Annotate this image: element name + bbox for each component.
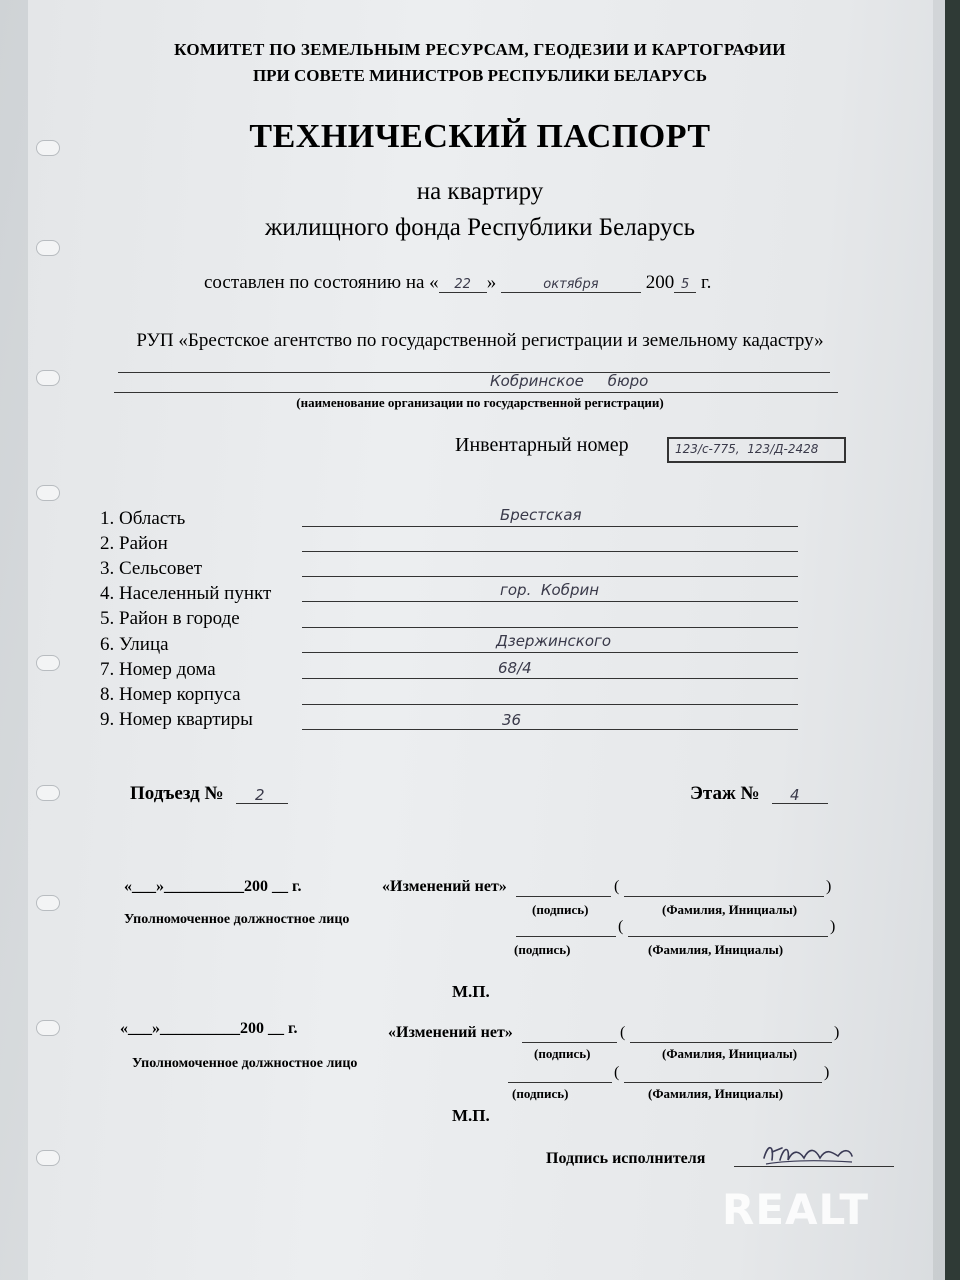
changes2-name-caption: (Фамилия, Инициалы) [662,1046,798,1061]
field-line [302,576,798,577]
changes2-official: Уполномоченное должностное лицо [132,1056,358,1071]
field-line [302,601,798,602]
document-subtitle-1: на квартиру [416,178,544,205]
changes1-date: «___»__________200 __ г. [124,878,302,895]
realt-watermark-logo: REALT [722,1185,869,1234]
date-month: октября [501,277,641,293]
close-paren: ) [826,878,832,895]
changes2-name-line [630,1042,832,1043]
committee-line-2: ПРИ СОВЕТЕ МИНИСТРОВ РЕСПУБЛИКИ БЕЛАРУСЬ [252,66,708,85]
changes2-stamp: М.П. [452,1106,490,1125]
handwritten-signature [760,1138,855,1168]
document-subtitle-2: жилищного фонда Республики Беларусь [264,214,696,241]
changes1-name-line [624,896,824,897]
close-paren: ) [834,1024,840,1041]
executor-signature-label: Подпись исполнителя [546,1150,706,1167]
sleeve-hole-icon [36,655,60,671]
date-end: г. [700,272,712,293]
field-line [302,729,798,730]
changes1-no-changes: «Изменений нет» [382,878,507,895]
date-prefix: составлен по состоянию на « [204,272,439,293]
date-year-suffix: 5 [674,277,696,293]
date-mid: » [486,272,497,293]
changes2-signature2-caption: (подпись) [512,1086,569,1101]
sleeve-hole-icon [36,240,60,256]
changes1-name-caption: (Фамилия, Инициалы) [662,902,798,917]
field-label-region: 1. Область [100,508,186,529]
field-line [302,678,798,679]
field-line [302,627,798,628]
field-line [302,526,798,527]
field-label-city-district: 5. Район в городе [100,608,240,629]
field-value-region: Брестская [500,506,582,524]
field-line [302,551,798,552]
sleeve-hole-icon [36,370,60,386]
field-line [302,652,798,653]
changes1-name2-caption: (Фамилия, Инициалы) [648,942,784,957]
field-label-locality: 4. Населенный пункт [100,583,272,604]
changes1-signature-caption: (подпись) [532,902,589,917]
organization-line-2 [114,392,838,393]
changes1-signature-line [516,896,611,897]
field-value-house-number: 68/4 [498,659,532,677]
changes1-name2-line [628,936,828,937]
changes2-signature-caption: (подпись) [534,1046,591,1061]
field-value-street: Дзержинского [496,632,612,650]
field-label-district: 2. Район [100,533,168,554]
field-label-apartment: 9. Номер квартиры [100,709,253,730]
sleeve-hole-icon [36,1020,60,1036]
date-year-prefix: 200 [645,272,675,293]
close-paren: ) [830,918,836,935]
date-line [204,272,711,294]
entrance-value: 2 [255,786,265,804]
organization-branch: Кобринское бюро [490,372,649,390]
field-value-apartment: 36 [502,711,522,729]
field-label-building: 8. Номер корпуса [100,684,241,705]
changes1-official: Уполномоченное должностное лицо [124,912,350,927]
inventory-label: Инвентарный номер [455,434,629,456]
floor-value: 4 [790,786,800,804]
sleeve-hole-icon [36,140,60,156]
changes1-signature2-caption: (подпись) [514,942,571,957]
sleeve-hole-icon [36,485,60,501]
changes2-no-changes: «Изменений нет» [388,1024,513,1041]
sleeve-hole-icon [36,785,60,801]
changes2-signature-line [522,1042,617,1043]
sleeve-hole-icon [36,1150,60,1166]
field-value-locality: гор. Кобрин [500,581,600,599]
changes1-signature2-line [516,936,616,937]
committee-line-1: КОМИТЕТ ПО ЗЕМЕЛЬНЫМ РЕСУРСАМ, ГЕОДЕЗИИ И КАРТОГРАФИИ [174,40,786,59]
entrance-label: Подъезд № [130,783,224,804]
changes2-date: «___»__________200 __ г. [120,1020,298,1037]
open-paren: ( [614,1064,620,1081]
inventory-value: 123/с-775, 123/Д-2428 [675,442,819,456]
field-line [302,704,798,705]
sleeve-hole-icon [36,895,60,911]
floor-line [772,803,828,804]
floor-label: Этаж № [690,783,760,804]
field-label-village-council: 3. Сельсовет [100,558,203,579]
organization-name: РУП «Брестское агентство по государственной регистрации и земельному кадастру» [136,330,824,351]
open-paren: ( [620,1024,626,1041]
field-label-street: 6. Улица [100,634,169,655]
document-title: ТЕХНИЧЕСКИЙ ПАСПОРТ [249,118,711,155]
organization-line-1 [118,372,830,373]
inventory-box [667,437,846,463]
field-label-house-number: 7. Номер дома [100,659,216,680]
changes2-signature2-line [508,1082,612,1083]
open-paren: ( [614,878,620,895]
close-paren: ) [824,1064,830,1081]
changes1-stamp: М.П. [452,982,490,1001]
open-paren: ( [618,918,624,935]
changes2-name2-line [624,1082,822,1083]
organization-caption: (наименование организации по государственной регистрации) [296,395,664,410]
date-day: 22 [439,277,487,293]
changes2-name2-caption: (Фамилия, Инициалы) [648,1086,784,1101]
